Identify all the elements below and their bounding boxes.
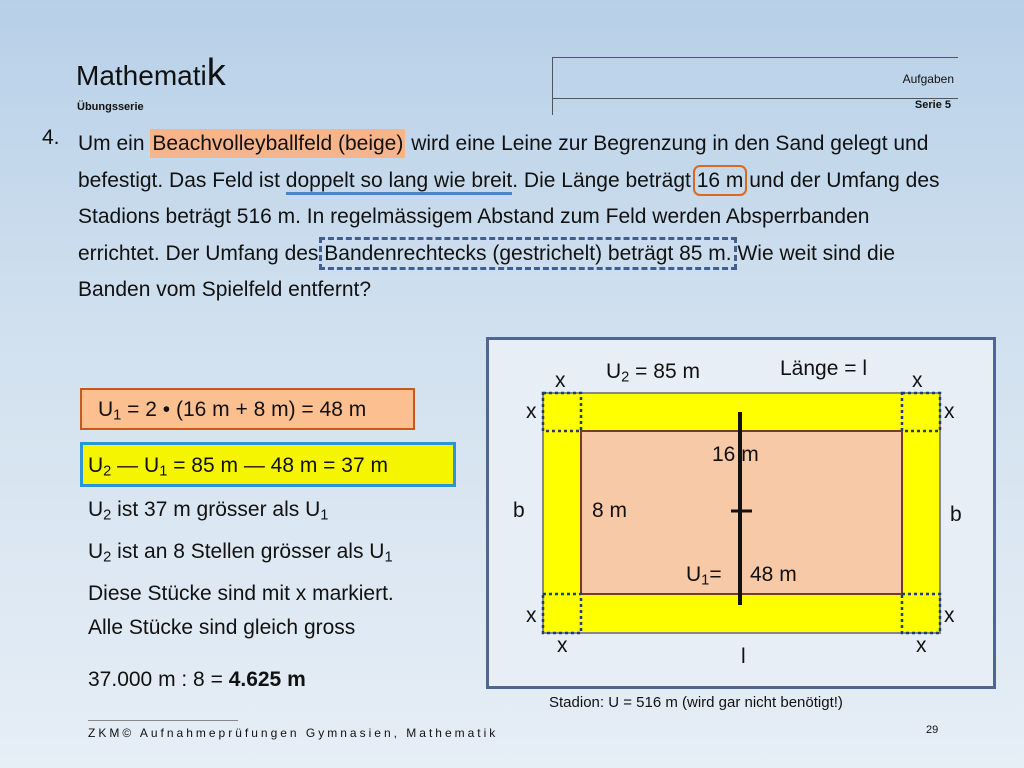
laenge-box: 16 m bbox=[696, 168, 744, 192]
task-number: 4. bbox=[42, 126, 60, 149]
section-label: Aufgaben bbox=[902, 72, 954, 86]
x-label-bottom-left: x bbox=[557, 634, 568, 657]
solution-line-4: Alle Stücke sind gleich gross bbox=[88, 616, 356, 639]
u1-value: 48 m bbox=[750, 563, 797, 586]
u1-equation: $U_1 = 2$ • (16 m + 8 m) = 48 m bbox=[98, 398, 367, 424]
x-label-top-right: x bbox=[912, 369, 923, 392]
sixteen-label: 16 m bbox=[712, 443, 759, 466]
banden-dashed-box: Bandenrechtecks (gestrichelt) beträgt 85 m. bbox=[324, 241, 732, 265]
footer-divider bbox=[88, 720, 238, 721]
u1-label: $U_1=$ bbox=[686, 563, 722, 589]
laenge-label: Länge = l bbox=[780, 357, 867, 380]
b-label-right: b bbox=[950, 503, 962, 526]
u2-equation: $U_2$ — $U_1 = 85$ m — 48 m = 37 m bbox=[88, 454, 388, 480]
b-label-left: b bbox=[513, 499, 525, 522]
serie-label: Serie 5 bbox=[914, 99, 951, 111]
l-label: l bbox=[741, 645, 746, 668]
field-highlight: Beachvolleyballfeld (beige) bbox=[150, 129, 405, 158]
solution-line-2: $U_2$ ist an 8 Stellen grösser als $U_1$ bbox=[88, 540, 393, 566]
solution-result: 37.000 m : 8 = 4.625 m bbox=[88, 668, 306, 691]
x-label-left-top: x bbox=[526, 400, 537, 423]
task-text: Um ein Beachvolleyballfeld (beige) wird eine Leine zur Begrenzung in den Sand gelegt und befestigt. Das Feld ist doppelt so lang wie breit. Die Länge beträgt 16 m und der Umfang des Stadions beträgt 516 m. In regelmässigem Abstand zum Feld werden Absperrbanden errichtet. Der Umfang des Bandenrechtecks (gestrichelt) beträgt 85 m. Wie weit sind die Banden vom Spielfeld entfernt? bbox=[78, 126, 948, 309]
stadion-note: Stadion: U = 516 m (wird gar nicht benötigt!) bbox=[549, 694, 843, 711]
slide-title: Mathematik bbox=[76, 52, 226, 94]
footer-text: ZKM© Aufnahmeprüfungen Gymnasien, Mathematik bbox=[88, 726, 499, 740]
x-label-left-bottom: x bbox=[526, 604, 537, 627]
doppelt-underline: doppelt so lang wie breit bbox=[286, 169, 512, 195]
solution-line-3: Diese Stücke sind mit x markiert. bbox=[88, 582, 394, 605]
eight-label: 8 m bbox=[592, 499, 628, 522]
x-label-right-bottom: x bbox=[944, 604, 955, 627]
u2-label: $U_2 = 85$ m bbox=[606, 360, 700, 386]
x-label-bottom-right: x bbox=[916, 634, 927, 657]
x-label-top-left: x bbox=[555, 369, 566, 392]
page-number: 29 bbox=[926, 724, 939, 736]
x-label-right-top: x bbox=[944, 400, 955, 423]
solution-line-1: $U_2$ ist 37 m grösser als $U_1$ bbox=[88, 498, 329, 524]
slide-subtitle: Übungsserie bbox=[77, 101, 144, 113]
